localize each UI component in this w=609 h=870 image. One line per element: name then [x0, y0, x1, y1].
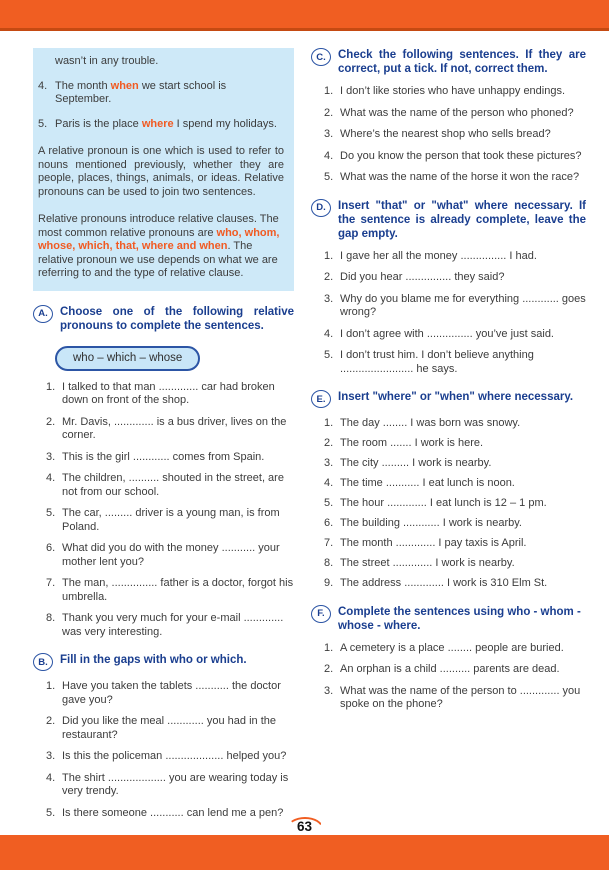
item-text: The car, ......... driver is a young man, is from Poland. — [62, 507, 280, 533]
item-text: What did you do with the money ........... your mother lent you? — [62, 542, 280, 568]
example-sentence — [38, 80, 284, 107]
item-text: Paris is the place where I spend my holidays. — [55, 117, 277, 130]
item-text: Do you know the person that took these pictures? — [340, 149, 582, 162]
section-letter-badge: A. — [33, 305, 53, 323]
item-number: 5. — [324, 497, 334, 509]
item-number: 1. — [46, 680, 56, 692]
item-text: Why do you blame me for everything ............ goes wrong? — [340, 292, 586, 318]
item-text: I gave her all the money ............... I had. — [340, 249, 537, 262]
sentence-continuation: wasn’t in any trouble. — [55, 55, 159, 67]
item-number: 7. — [46, 577, 56, 589]
list-item — [324, 497, 586, 511]
exercise-e-list — [311, 417, 586, 591]
item-text: An orphan is a child .......... parents are dead. — [340, 663, 560, 675]
list-item — [324, 437, 586, 451]
item-number: 1. — [324, 641, 334, 654]
list-item — [324, 85, 586, 99]
list-item — [46, 715, 294, 742]
item-text: The day ........ I was born was snowy. — [340, 417, 521, 429]
item-number: 3. — [324, 128, 334, 140]
item-text: The time ........... I eat lunch is noon. — [340, 477, 515, 489]
item-number: 5. — [46, 507, 56, 519]
item-text: The shirt ................... you are wearing today is very trendy. — [62, 771, 289, 797]
item-number: 2. — [46, 715, 56, 727]
item-text: The hour ............. I eat lunch is 12 – 1 pm. — [340, 497, 547, 509]
item-text: I don’t trust him. I don’t believe anything ........................ he says. — [340, 349, 534, 375]
item-text: I don’t like stories who have unhappy endings. — [340, 85, 566, 97]
item-number: 4. — [324, 149, 334, 162]
section-f-header — [311, 605, 586, 633]
item-text: Have you taken the tablets ........... the doctor gave you? — [62, 680, 281, 706]
item-text: What was the name of the person to ............. you spoke on the phone? — [340, 684, 581, 710]
section-letter-badge: D. — [311, 199, 331, 217]
item-number: 5. — [324, 349, 334, 361]
item-text: This is the girl ............ comes from Spain. — [62, 450, 265, 463]
list-item — [46, 416, 294, 443]
item-number: 2. — [324, 106, 334, 119]
section-c-header — [311, 48, 586, 76]
section-title: Choose one of the following relative pronouns to complete the sentences. — [60, 305, 294, 332]
item-number: 6. — [46, 542, 56, 554]
item-text: The month ............. I pay taxis is April. — [340, 537, 527, 549]
list-item — [324, 457, 586, 471]
section-title: Complete the sentences using who - whom - whose - where. — [338, 605, 581, 632]
section-letter-badge: B. — [33, 653, 53, 671]
section-b-header — [33, 653, 294, 671]
item-text: The street ............. I work is nearby. — [340, 557, 515, 569]
item-text: I talked to that man ............. car had broken down on front of the shop. — [62, 380, 275, 406]
item-text: Did you hear ............... they said? — [340, 271, 505, 283]
list-item — [324, 477, 586, 491]
item-number: 2. — [324, 271, 334, 283]
list-item — [46, 680, 294, 707]
list-item — [324, 663, 586, 677]
list-item — [324, 107, 586, 121]
item-text: What was the name of the horse it won the race? — [340, 171, 580, 183]
highlighted-pronoun: when — [110, 79, 139, 92]
list-item — [324, 417, 586, 431]
item-number: 2. — [324, 437, 334, 449]
list-item — [46, 507, 294, 534]
item-number: 1. — [46, 380, 56, 393]
section-title: Check the following sentences. If they are correct, put a tick. If not, correct them. — [338, 49, 586, 75]
item-number: 5. — [46, 806, 56, 819]
item-text: Thank you very much for your e-mail ............. was very interesting. — [62, 612, 284, 638]
list-item — [324, 250, 586, 264]
item-number: 1. — [324, 417, 334, 429]
list-item — [324, 517, 586, 531]
item-text: I don’t agree with ............... you’ve just said. — [340, 327, 554, 340]
exercise-d-list — [311, 250, 586, 377]
list-item — [324, 642, 586, 656]
item-text: Is there someone ........... can lend me a pen? — [62, 806, 284, 819]
section-a-header — [33, 305, 294, 333]
highlighted-pronoun-list: who, whom, whose, which, that, where and when — [38, 226, 280, 252]
item-number: 3. — [46, 750, 56, 762]
grammar-rule-paragraph: A relative pronoun is one which is used to refer to nouns mentioned previously, whether they are people, places, things, animals, or ideas. Relative pronouns can be used to join two sentences. — [38, 145, 284, 198]
list-item — [324, 171, 586, 185]
section-title: Fill in the gaps with who or which. — [60, 654, 247, 666]
item-number: 5. — [324, 171, 334, 183]
list-item — [324, 537, 586, 551]
list-item — [46, 577, 294, 604]
item-text: Where’s the nearest shop who sells bread? — [340, 128, 551, 140]
list-item — [324, 685, 586, 712]
item-number: 3. — [324, 292, 334, 305]
list-item — [46, 542, 294, 569]
item-text: The month when we start school is September. — [55, 79, 227, 105]
highlighted-pronoun: where — [141, 117, 174, 130]
list-item — [324, 328, 586, 342]
item-number: 6. — [324, 517, 334, 529]
list-item — [46, 750, 294, 764]
section-title: Insert "that" or "what" where necessary. If the sentence is already complete, leave the gap empty. — [338, 199, 586, 240]
item-text: A cemetery is a place ........ people are buried. — [340, 641, 564, 654]
word-choice-box: who – which – whose — [55, 346, 200, 371]
exercise-a-list — [33, 381, 294, 640]
list-item — [324, 150, 586, 164]
item-number: 4. — [46, 771, 56, 784]
item-number: 2. — [324, 663, 334, 675]
bottom-border-band — [0, 835, 609, 870]
item-number: 3. — [324, 684, 334, 697]
item-text: Is this the policeman ................... helped you? — [62, 750, 287, 762]
section-title: Insert "where" or "when" where necessary. — [338, 391, 574, 403]
list-item — [46, 772, 294, 799]
list-item — [46, 381, 294, 408]
exercise-b-list — [33, 680, 294, 820]
item-text: The building ............ I work is nearby. — [340, 517, 522, 529]
item-number: 3. — [324, 457, 334, 469]
item-text: Did you like the meal ............ you had in the restaurant? — [62, 715, 277, 741]
item-number: 9. — [324, 577, 334, 589]
item-text: Mr. Davis, ............. is a bus driver, lives on the corner. — [62, 415, 287, 441]
list-item — [324, 349, 586, 376]
item-number: 4. — [324, 477, 334, 489]
item-number: 4. — [324, 327, 334, 340]
item-number: 1. — [324, 85, 334, 97]
grammar-rule-paragraph: Relative pronouns introduce relative clauses. The most common relative pronouns are who, whom, whose, which, that, where and when. The relative pronoun we use depends on what we are referring to and the type of relative clause. — [38, 213, 280, 279]
item-text: The man, ............... father is a doctor, forgot his umbrella. — [62, 577, 294, 603]
item-number: 3. — [46, 450, 56, 463]
item-number: 4. — [38, 79, 48, 92]
section-letter-badge: C. — [311, 48, 331, 66]
list-item — [324, 577, 586, 591]
page-content — [33, 48, 586, 828]
item-number: 8. — [324, 557, 334, 569]
item-text: The room ....... I work is here. — [340, 437, 484, 449]
grammar-intro-highlight-box — [33, 48, 294, 291]
section-letter-badge: E. — [311, 390, 331, 408]
list-item — [46, 472, 294, 499]
left-column — [33, 48, 294, 828]
exercise-c-list — [311, 85, 586, 185]
item-text: What was the name of the person who phoned? — [340, 106, 574, 119]
section-letter-badge: F. — [311, 605, 331, 623]
list-item — [324, 557, 586, 571]
item-number: 7. — [324, 537, 334, 549]
list-item — [324, 128, 586, 142]
example-sentence — [38, 118, 284, 132]
item-number: 4. — [46, 472, 56, 484]
list-item — [46, 612, 294, 639]
top-border-band — [0, 0, 609, 31]
list-item — [46, 451, 294, 465]
section-e-header — [311, 390, 586, 408]
item-number: 1. — [324, 249, 334, 262]
item-number: 5. — [38, 117, 48, 130]
page-number: 63 — [296, 819, 313, 834]
item-text: The address ............. I work is 310 Elm St. — [340, 577, 548, 589]
right-column — [311, 48, 586, 828]
list-item — [324, 293, 586, 320]
section-d-header — [311, 199, 586, 241]
page-number-container — [0, 817, 609, 834]
item-number: 8. — [46, 612, 56, 624]
list-item — [324, 271, 586, 285]
item-text: The city ......... I work is nearby. — [340, 457, 492, 469]
item-text: The children, .......... shouted in the street, are not from our school. — [62, 472, 284, 498]
exercise-f-list — [311, 642, 586, 712]
item-number: 2. — [46, 415, 56, 428]
